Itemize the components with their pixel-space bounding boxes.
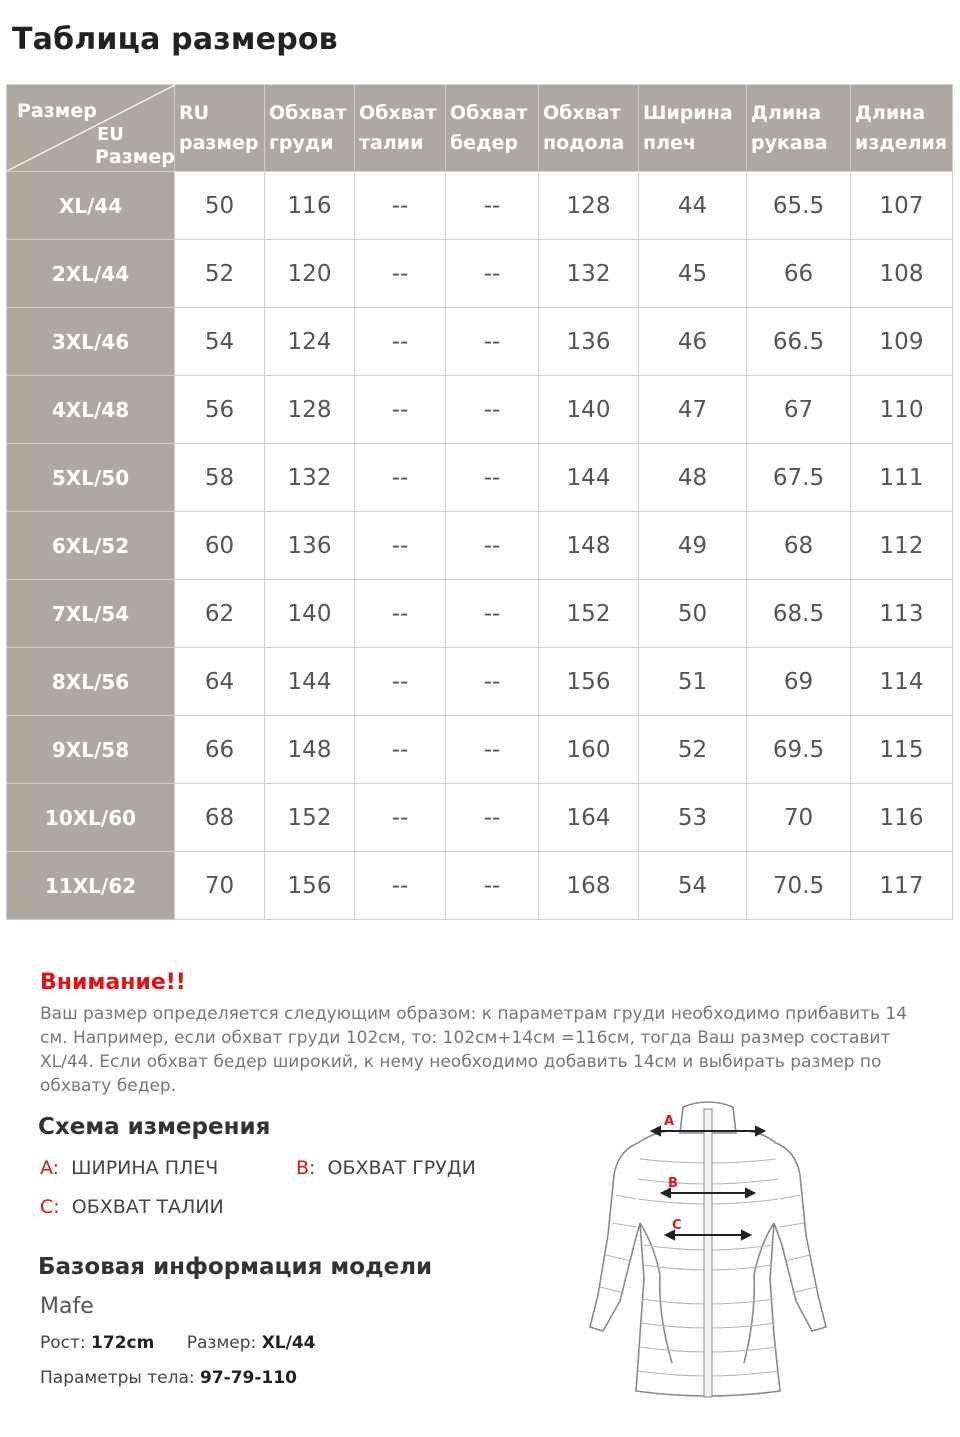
table-cell: 136 [265, 512, 355, 580]
table-cell: -- [446, 716, 539, 784]
table-cell: 115 [851, 716, 953, 784]
table-row [7, 376, 953, 444]
table-header-row [7, 85, 953, 172]
legend-key-a: A: [40, 1157, 60, 1179]
table-cell: -- [446, 308, 539, 376]
row-size-label: 4XL/48 [7, 376, 175, 444]
legend-label-b: ОБХВАТ ГРУДИ [327, 1157, 476, 1179]
legend-key-c: C: [40, 1196, 60, 1218]
table-cell: 50 [175, 172, 265, 240]
table-cell: 56 [175, 376, 265, 444]
table-cell: -- [355, 512, 446, 580]
table-row [7, 648, 953, 716]
size-table [6, 84, 953, 920]
table-cell: 112 [851, 512, 953, 580]
size-label: Размер: [186, 1333, 257, 1353]
table-cell: 128 [265, 376, 355, 444]
table-cell: -- [355, 716, 446, 784]
table-cell: 140 [539, 376, 639, 444]
table-cell: 132 [539, 240, 639, 308]
table-row [7, 444, 953, 512]
diagram-label-c: C [672, 1218, 682, 1233]
table-cell: 120 [265, 240, 355, 308]
table-row [7, 580, 953, 648]
table-cell: -- [446, 580, 539, 648]
table-cell: -- [446, 512, 539, 580]
table-row [7, 172, 953, 240]
table-cell: 168 [539, 852, 639, 920]
table-cell: 109 [851, 308, 953, 376]
params-label: Параметры тела: [40, 1368, 195, 1388]
size-value: XL/44 [261, 1333, 316, 1353]
table-row [7, 240, 953, 308]
row-size-label: 7XL/54 [7, 580, 175, 648]
row-size-label: 2XL/44 [7, 240, 175, 308]
table-cell: 70 [175, 852, 265, 920]
table-cell: 66 [175, 716, 265, 784]
table-cell: 116 [265, 172, 355, 240]
table-cell: 136 [539, 308, 639, 376]
table-cell: 140 [265, 580, 355, 648]
table-cell: -- [446, 172, 539, 240]
table-cell: 156 [265, 852, 355, 920]
table-cell: 49 [639, 512, 747, 580]
table-cell: -- [446, 444, 539, 512]
table-cell: -- [446, 648, 539, 716]
header-hem: Обхват подола [539, 85, 639, 172]
diagram-label-a: A [664, 1114, 675, 1129]
table-cell: 70 [747, 784, 851, 852]
table-cell: 116 [851, 784, 953, 852]
table-cell: 113 [851, 580, 953, 648]
corner-size-label-bottom: Размер [95, 146, 175, 168]
table-cell: 152 [265, 784, 355, 852]
corner-eu-label: EU [97, 124, 124, 145]
height-label: Рост: [40, 1333, 86, 1353]
table-cell: 52 [175, 240, 265, 308]
page-title: Таблица размеров [12, 22, 338, 57]
header-shoulder: Ширина плеч [639, 85, 747, 172]
table-cell: 128 [539, 172, 639, 240]
table-row [7, 852, 953, 920]
coat-zipper [704, 1109, 712, 1397]
table-cell: 144 [265, 648, 355, 716]
model-title: Базовая информация модели [38, 1254, 433, 1280]
table-cell: 62 [175, 580, 265, 648]
row-size-label: XL/44 [7, 172, 175, 240]
table-cell: 54 [175, 308, 265, 376]
table-cell: -- [446, 852, 539, 920]
table-cell: 45 [639, 240, 747, 308]
table-cell: 69.5 [747, 716, 851, 784]
table-cell: 66.5 [747, 308, 851, 376]
legend-label-c: ОБХВАТ ТАЛИИ [71, 1196, 224, 1218]
table-cell: -- [355, 376, 446, 444]
table-cell: 132 [265, 444, 355, 512]
table-cell: 107 [851, 172, 953, 240]
height-value: 172cm [91, 1333, 155, 1353]
table-cell: -- [355, 580, 446, 648]
table-cell: -- [446, 376, 539, 444]
table-cell: 58 [175, 444, 265, 512]
coat-diagram [548, 1095, 848, 1405]
header-sleeve: Длина рукава [747, 85, 851, 172]
header-hips: Обхват бедер [446, 85, 539, 172]
table-cell: 51 [639, 648, 747, 716]
attention-title: Внимание!! [40, 970, 186, 995]
table-cell: 53 [639, 784, 747, 852]
table-row [7, 512, 953, 580]
table-cell: 124 [265, 308, 355, 376]
table-cell: 111 [851, 444, 953, 512]
attention-text: Ваш размер определяется следующим образом: к параметрам груди необходимо прибавить 14 см. Например, если обхват груди 102см, то: 102см+14см =116см, тогда Ваш размер составит XL/44. Если обхват бедер широкий, к нему необходимо добавить 14см и выбирать размер по обхвату бедер. [40, 1004, 908, 1096]
legend-item-c [40, 1196, 224, 1218]
model-height-size [40, 1333, 316, 1353]
table-cell: 160 [539, 716, 639, 784]
table-cell: 46 [639, 308, 747, 376]
row-size-label: 5XL/50 [7, 444, 175, 512]
table-cell: 67.5 [747, 444, 851, 512]
table-row [7, 308, 953, 376]
table-cell: 68.5 [747, 580, 851, 648]
params-value: 97-79-110 [200, 1368, 297, 1388]
table-cell: 67 [747, 376, 851, 444]
table-cell: -- [355, 172, 446, 240]
model-params [40, 1368, 297, 1388]
table-cell: -- [446, 784, 539, 852]
table-cell: -- [355, 240, 446, 308]
table-cell: 47 [639, 376, 747, 444]
row-size-label: 9XL/58 [7, 716, 175, 784]
table-cell: 164 [539, 784, 639, 852]
table-cell: 148 [539, 512, 639, 580]
table-cell: 68 [175, 784, 265, 852]
table-cell: 70.5 [747, 852, 851, 920]
table-cell: 156 [539, 648, 639, 716]
corner-header-cell [7, 85, 175, 172]
header-chest: Обхват груди [265, 85, 355, 172]
table-cell: -- [355, 784, 446, 852]
model-name: Mafe [40, 1294, 94, 1319]
legend-item-a [40, 1157, 218, 1179]
table-cell: 54 [639, 852, 747, 920]
diagram-label-b: B [668, 1176, 678, 1191]
table-cell: 50 [639, 580, 747, 648]
table-cell: -- [355, 852, 446, 920]
table-cell: -- [355, 308, 446, 376]
table-cell: 44 [639, 172, 747, 240]
legend-key-b: B: [296, 1157, 316, 1179]
header-length: Длина изделия [851, 85, 953, 172]
table-row [7, 716, 953, 784]
row-size-label: 11XL/62 [7, 852, 175, 920]
legend-item-b [296, 1157, 476, 1179]
table-cell: 64 [175, 648, 265, 716]
table-cell: 148 [265, 716, 355, 784]
corner-size-label: Размер [17, 100, 97, 122]
header-waist: Обхват талии [355, 85, 446, 172]
table-cell: 52 [639, 716, 747, 784]
table-cell: 69 [747, 648, 851, 716]
table-cell: 48 [639, 444, 747, 512]
table-cell: 66 [747, 240, 851, 308]
table-cell: -- [355, 648, 446, 716]
legend-label-a: ШИРИНА ПЛЕЧ [71, 1157, 219, 1179]
table-cell: 114 [851, 648, 953, 716]
table-cell: -- [446, 240, 539, 308]
table-cell: 110 [851, 376, 953, 444]
row-size-label: 3XL/46 [7, 308, 175, 376]
table-cell: 60 [175, 512, 265, 580]
table-cell: 117 [851, 852, 953, 920]
table-cell: -- [355, 444, 446, 512]
scheme-title: Схема измерения [38, 1114, 271, 1140]
table-cell: 144 [539, 444, 639, 512]
table-cell: 108 [851, 240, 953, 308]
row-size-label: 10XL/60 [7, 784, 175, 852]
row-size-label: 8XL/56 [7, 648, 175, 716]
header-ru-size: RU размер [175, 85, 265, 172]
table-cell: 152 [539, 580, 639, 648]
table-cell: 68 [747, 512, 851, 580]
table-cell: 65.5 [747, 172, 851, 240]
table-body [7, 172, 953, 920]
table-row [7, 784, 953, 852]
row-size-label: 6XL/52 [7, 512, 175, 580]
